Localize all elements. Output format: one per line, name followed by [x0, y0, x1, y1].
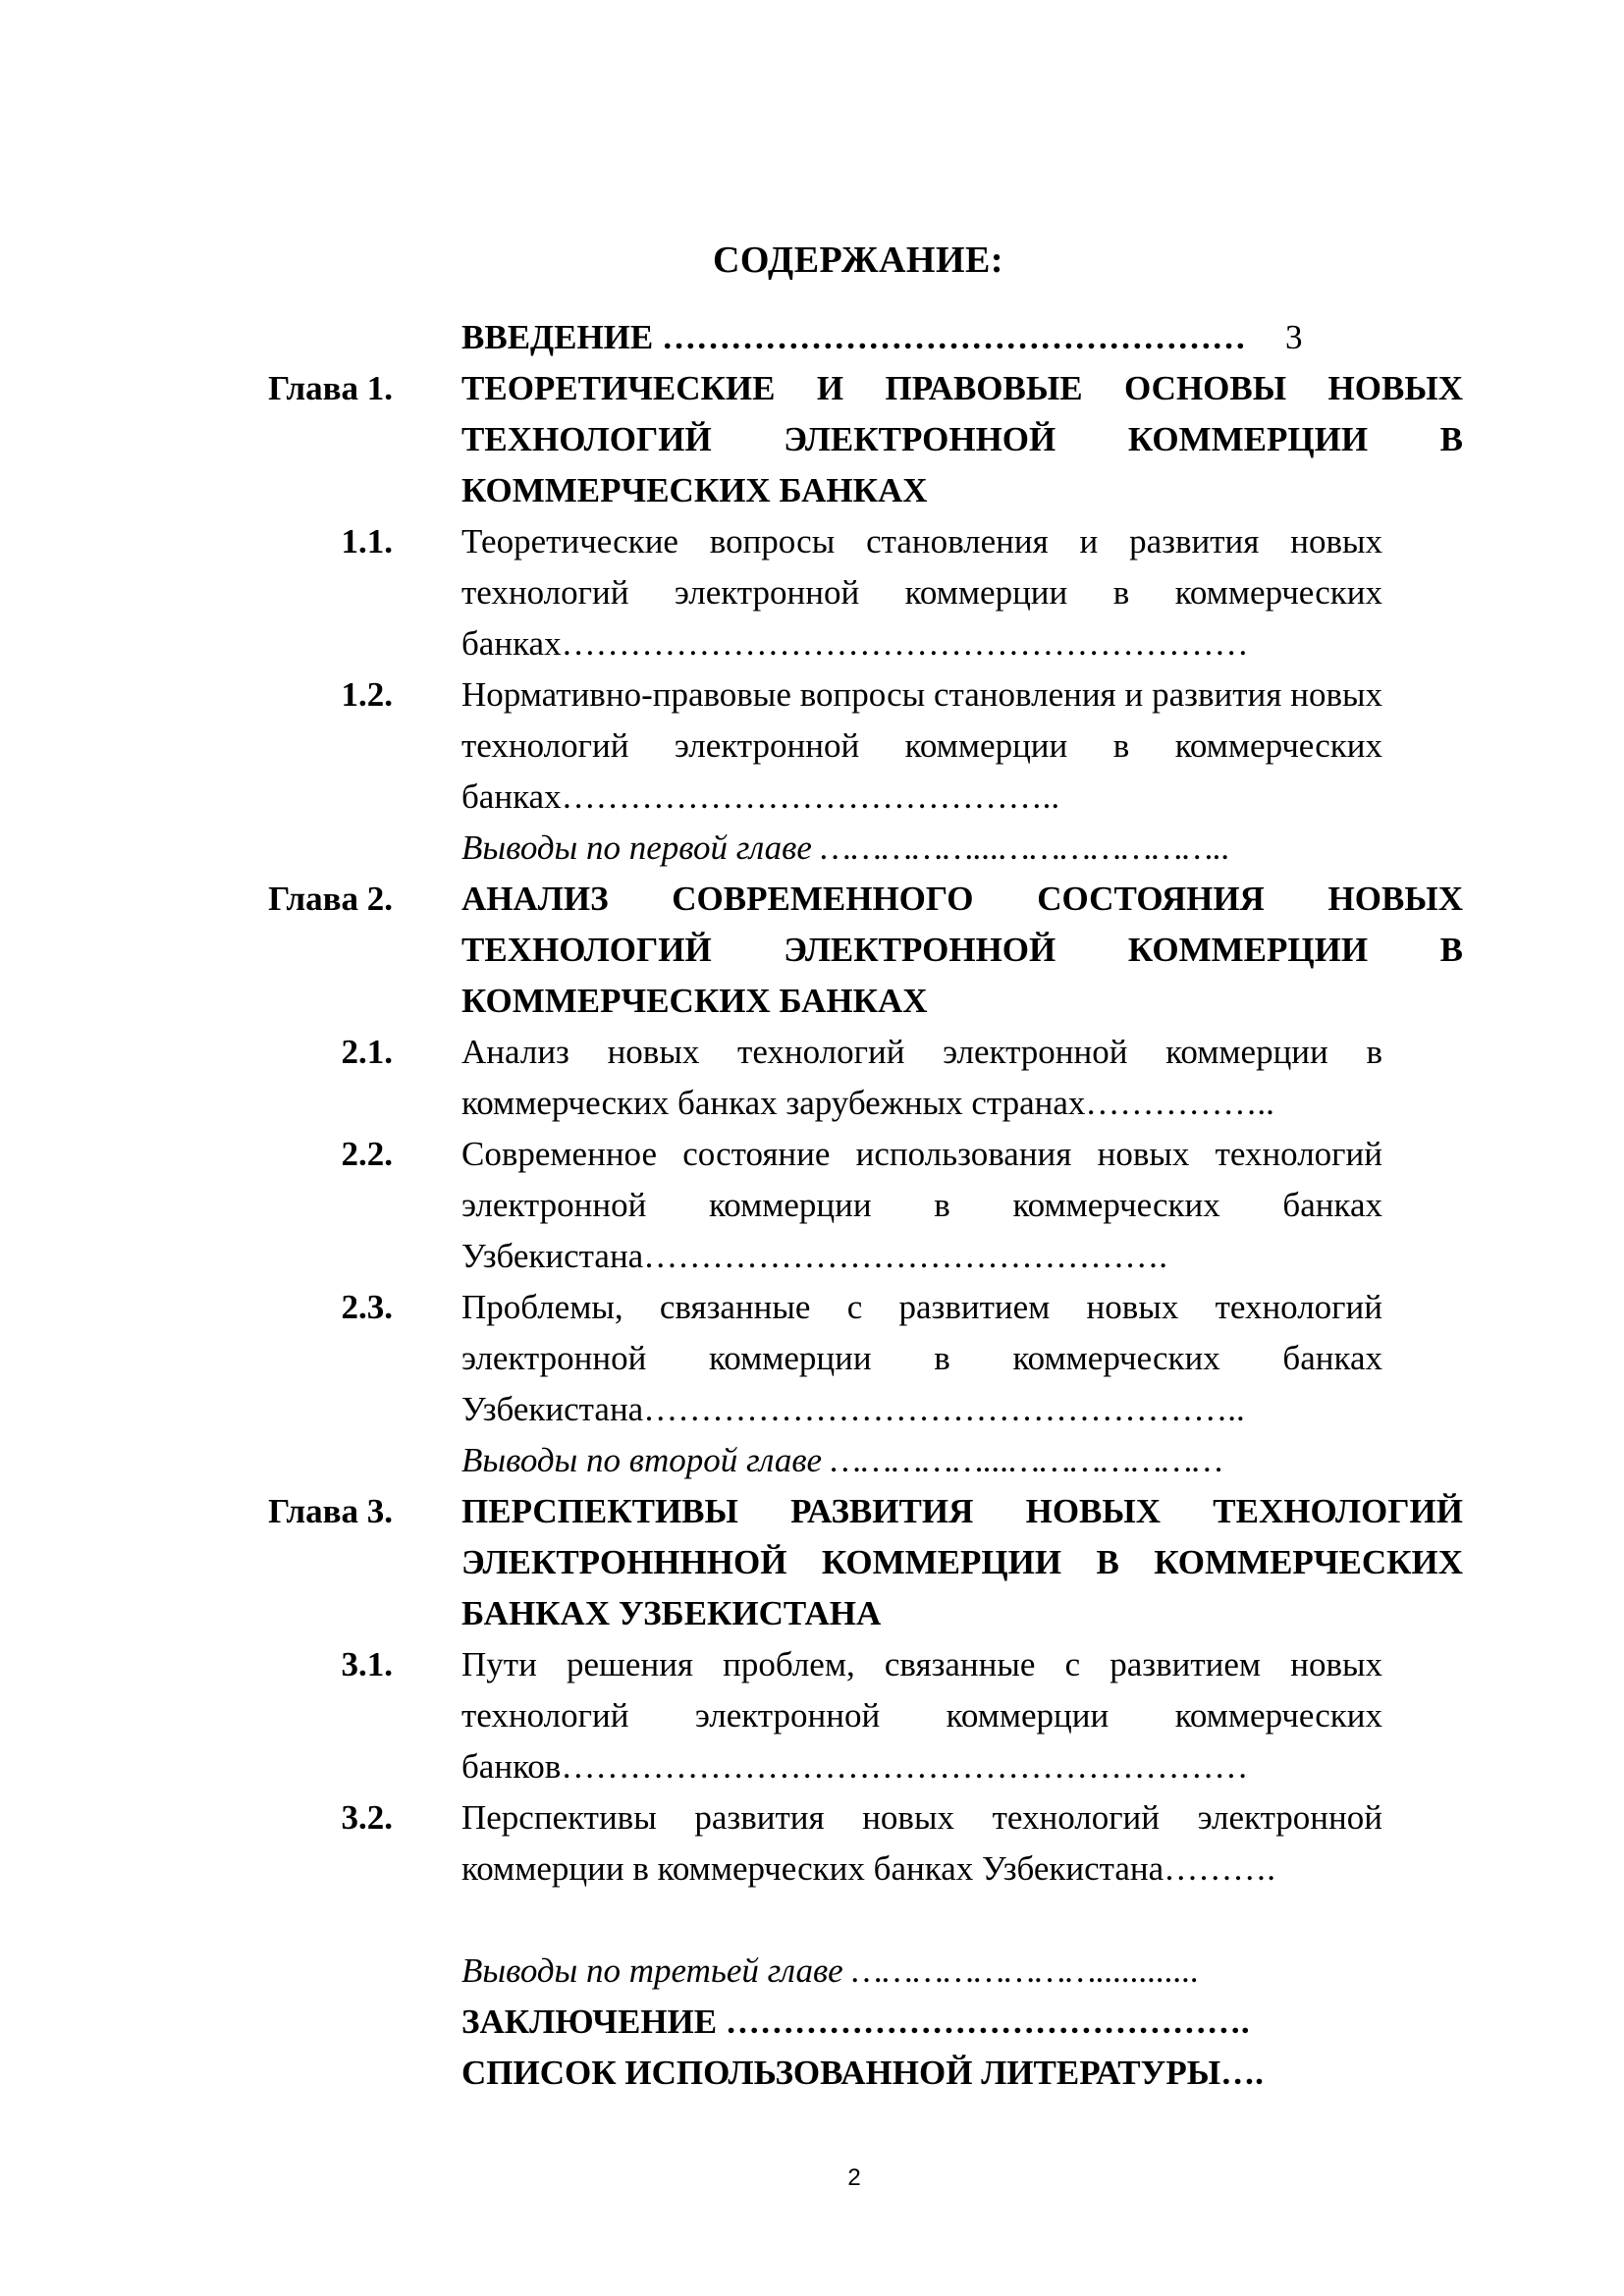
- toc-section-1-1[interactable]: [0, 516, 1624, 669]
- section-number: 2.3.: [341, 1288, 393, 1326]
- conclusion-line: ЗАКЛЮЧЕНИЕ ……………………………………….: [461, 2002, 1250, 2041]
- table-of-contents: [0, 312, 1624, 2099]
- toc-section-2-1[interactable]: [0, 1027, 1624, 1129]
- section-number: 1.2.: [341, 675, 393, 714]
- toc-chapter-2[interactable]: [0, 874, 1624, 1027]
- toc-chapter-3[interactable]: [0, 1486, 1624, 1639]
- spacer: [0, 1895, 1624, 1946]
- section-number: 2.2.: [341, 1135, 393, 1173]
- section-number: 1.1.: [341, 522, 393, 561]
- chapter-conclusions: Выводы по второй главе ……………...…………………: [461, 1441, 1223, 1479]
- chapter-title: ТЕОРЕТИЧЕСКИЕ И ПРАВОВЫЕ ОСНОВЫ НОВЫХ ТЕХНОЛОГИЙ ЭЛЕКТРОННОЙ КОММЕРЦИИ В КОММЕРЧЕСКИХ БАНКАХ: [461, 369, 1463, 509]
- toc-section-2-2[interactable]: [0, 1129, 1624, 1282]
- section-title: Анализ новых технологий электронной коммерции в коммерческих банках зарубежных странах……………..: [461, 1033, 1382, 1122]
- section-title: Нормативно-правовые вопросы становления и развития новых технологий электронной коммерции в коммерческих банках……………………………………..: [461, 675, 1382, 816]
- page-number: 2: [847, 2164, 861, 2191]
- chapter-number: Глава 1.: [268, 369, 393, 407]
- section-number: 3.1.: [341, 1645, 393, 1683]
- chapter-title: АНАЛИЗ СОВРЕМЕННОГО СОСТОЯНИЯ НОВЫХ ТЕХНОЛОГИЙ ЭЛЕКТРОННОЙ КОММЕРЦИИ В КОММЕРЧЕСКИХ БАНКАХ: [461, 880, 1463, 1020]
- section-title: Современное состояние использования новых технологий электронной коммерции в коммерческих банках Узбекистана……………………………………….: [461, 1135, 1382, 1275]
- chapter-title: ПЕРСПЕКТИВЫ РАЗВИТИЯ НОВЫХ ТЕХНОЛОГИЙ ЭЛЕКТРОННННОЙ КОММЕРЦИИ В КОММЕРЧЕСКИХ БАНКАХ УЗБЕКИСТАНА: [461, 1492, 1463, 1632]
- chapter-number: Глава 2.: [268, 880, 393, 918]
- toc-intro-label: ВВЕДЕНИЕ ……………………………………………: [461, 318, 1247, 356]
- section-title: Перспективы развития новых технологий электронной коммерции в коммерческих банках Узбекистана……….: [461, 1798, 1382, 1888]
- section-title: Проблемы, связанные с развитием новых технологий электронной коммерции в коммерческих банках Узбекистана……………………………………………..: [461, 1288, 1382, 1428]
- section-number: 3.2.: [341, 1798, 393, 1837]
- chapter-number: Глава 3.: [268, 1492, 393, 1530]
- section-title: Пути решения проблем, связанные с развитием новых технологий электронной коммерции коммерческих банков……………………………………………………: [461, 1645, 1382, 1786]
- references-line: СПИСОК ИСПОЛЬЗОВАННОЙ ЛИТЕРАТУРЫ….: [461, 2054, 1264, 2092]
- toc-conclusions-2[interactable]: [0, 1435, 1624, 1486]
- chapter-conclusions: Выводы по третьей главе ……………………............: [461, 1951, 1200, 1990]
- toc-conclusions-1[interactable]: [0, 823, 1624, 874]
- section-number: 2.1.: [341, 1033, 393, 1071]
- toc-chapter-1[interactable]: [0, 363, 1624, 516]
- toc-intro[interactable]: [461, 312, 1443, 363]
- toc-section-1-2[interactable]: [0, 669, 1624, 823]
- toc-conclusions-3[interactable]: [0, 1946, 1624, 1997]
- toc-intro-page: 3: [1285, 318, 1303, 356]
- toc-section-3-1[interactable]: [0, 1639, 1624, 1792]
- toc-conclusion[interactable]: [0, 1997, 1624, 2048]
- toc-section-3-2[interactable]: [0, 1792, 1624, 1895]
- chapter-conclusions: Выводы по первой главе ……………...…………………..: [461, 828, 1230, 867]
- section-title: Теоретические вопросы становления и развития новых технологий электронной коммерции в коммерческих банках……………………………………………………: [461, 522, 1382, 663]
- toc-section-2-3[interactable]: [0, 1282, 1624, 1435]
- toc-title: СОДЕРЖАНИЕ:: [712, 240, 1004, 281]
- toc-references[interactable]: [0, 2048, 1624, 2099]
